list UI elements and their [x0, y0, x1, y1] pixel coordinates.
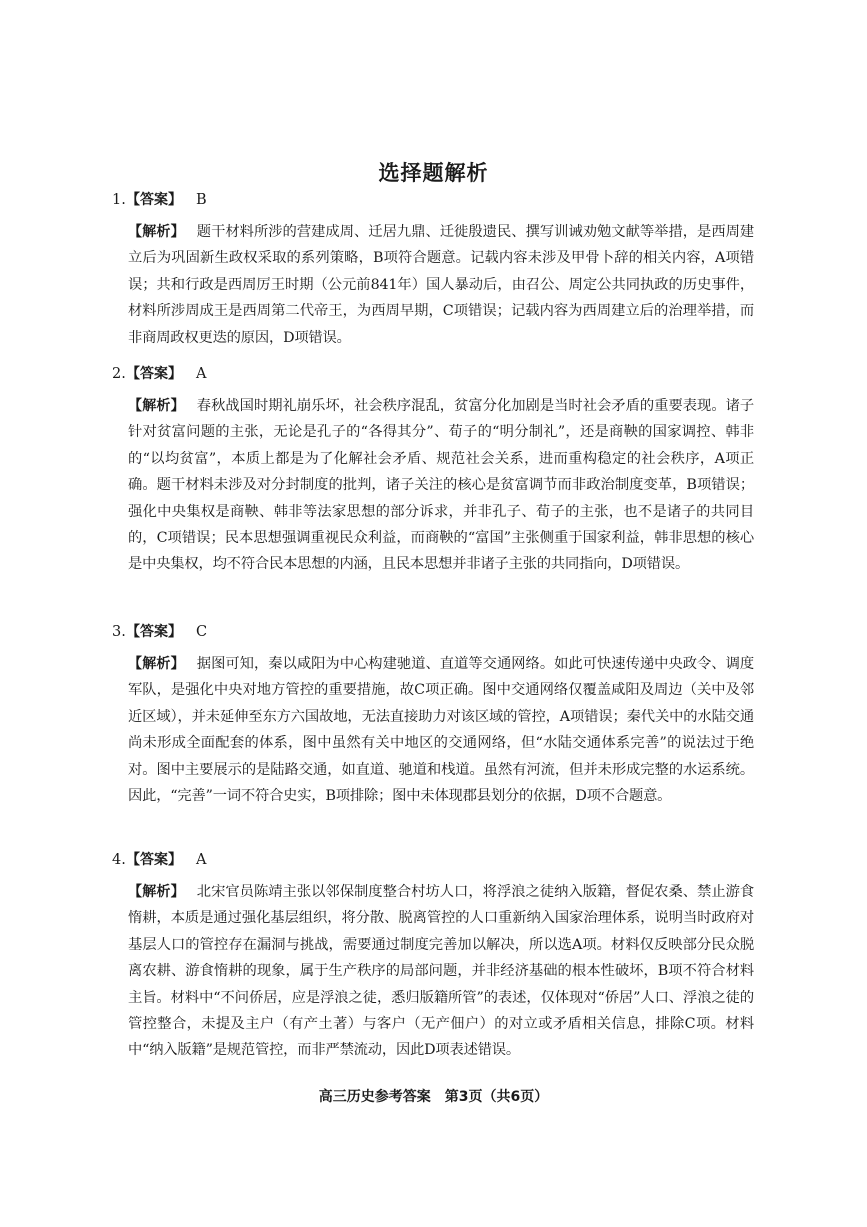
- analysis-label: 【解析】: [128, 884, 185, 900]
- question-4-analysis: [128, 879, 754, 1064]
- question-1-answer-line: [112, 188, 207, 212]
- question-number: 3.: [112, 624, 126, 640]
- page-title: 选择题解析: [378, 161, 489, 185]
- answer-value: A: [196, 366, 207, 382]
- analysis-text: 据图可知，秦以咸阳为中心构建驰道、直道等交通网络。如此可快速传递中央政令、调度军队，是强化中央对地方管控的重要措施，故C项正确。图中交通网络仅覆盖咸阳及周边（关中及邻近区域），并未延伸至东方六国故地，无法直接助力对该区域的管控，A项错误；秦代关中的水陆交通尚未形成全面配套的体系，图中虽然有关中地区的交通网络，但“水陆交通体系完善”的说法过于绝对。图中主要展示的是陆路交通，如直道、驰道和栈道。虽然有河流，但并未形成完整的水运系统。因此，“完善”一词不符合史实，B项排除；图中未体现郡县划分的依据，D项不合题意。: [128, 656, 755, 805]
- analysis-label: 【解析】: [128, 398, 185, 414]
- analysis-text: 北宋官员陈靖主张以邻保制度整合村坊人口，将浮浪之徒纳入版籍，督促农桑、禁止游食惰耕，本质是通过强化基层组织，将分散、脱离管控的人口重新纳入国家治理体系，说明当时政府对基层人口的管控存在漏洞与挑战，需要通过制度完善加以解决，所以选A项。材料仅反映部分民众脱离农耕、游食惰耕的现象，属于生产秩序的局部问题，并非经济基础的根本性破坏，B项不符合材料主旨。材料中“不问侨居，应是浮浪之徒，悉归版籍所管”的表述，仅体现对“侨居”人口、浮浪之徒的管控整合，未提及主户（有产土著）与客户（无产佃户）的对立或矛盾相关信息，排除C项。材料中“纳入版籍”是规范管控，而非严禁流动，因此D项表述错误。: [128, 884, 755, 1059]
- analysis-text: 题干材料所涉的营建成周、迁居九鼎、迁徙殷遗民、撰写训诫劝勉文献等举措，是西周建立后为巩固新生政权采取的系列策略，B项符合题意。记载内容未涉及甲骨卜辞的相关内容，A项错误；共和行政是西周厉王时期（公元前841年）国人暴动后，由召公、周定公共同执政的历史事件，材料所涉周成王是西周第二代帝王，为西周早期，C项错误；记载内容为西周建立后的治理举措，而非商周政权更迭的原因，D项错误。: [128, 224, 755, 346]
- answer-label: 【答案】: [126, 852, 182, 868]
- question-number: 1.: [112, 192, 126, 208]
- analysis-label: 【解析】: [128, 656, 185, 672]
- question-1-analysis: [128, 219, 754, 351]
- question-3-analysis: [128, 651, 754, 809]
- answer-label: 【答案】: [126, 624, 182, 640]
- question-number: 4.: [112, 852, 126, 868]
- question-4-answer-line: [112, 848, 206, 872]
- question-number: 2.: [112, 366, 126, 382]
- question-2-analysis: [128, 393, 754, 578]
- analysis-label: 【解析】: [128, 224, 185, 240]
- answer-value: B: [196, 192, 207, 208]
- page-footer: 高三历史参考答案 第3页（共6页）: [318, 1089, 549, 1105]
- answer-value: A: [196, 852, 207, 868]
- answer-value: C: [196, 624, 208, 640]
- question-3-answer-line: [112, 620, 207, 644]
- answer-label: 【答案】: [126, 192, 182, 208]
- question-2-answer-line: [112, 362, 206, 386]
- answer-label: 【答案】: [126, 366, 182, 382]
- analysis-text: 春秋战国时期礼崩乐坏，社会秩序混乱，贫富分化加剧是当时社会矛盾的重要表现。诸子针对贫富问题的主张，无论是孔子的“各得其分”、荀子的“明分制礼”，还是商鞅的国家调控、韩非的“以均贫富”，本质上都是为了化解社会矛盾、规范社会关系，进而重构稳定的社会秩序，A项正确。题干材料未涉及对分封制度的批判，诸子关注的核心是贫富调节而非政治制度变革，B项错误；强化中央集权是商鞅、韩非等法家思想的部分诉求，并非孔子、荀子的主张，也不是诸子的共同目的，C项错误；民本思想强调重视民众利益，而商鞅的“富国”主张侧重于国家利益，韩非思想的核心是中央集权，均不符合民本思想的内涵，且民本思想并非诸子主张的共同指向，D项错误。: [128, 398, 755, 573]
